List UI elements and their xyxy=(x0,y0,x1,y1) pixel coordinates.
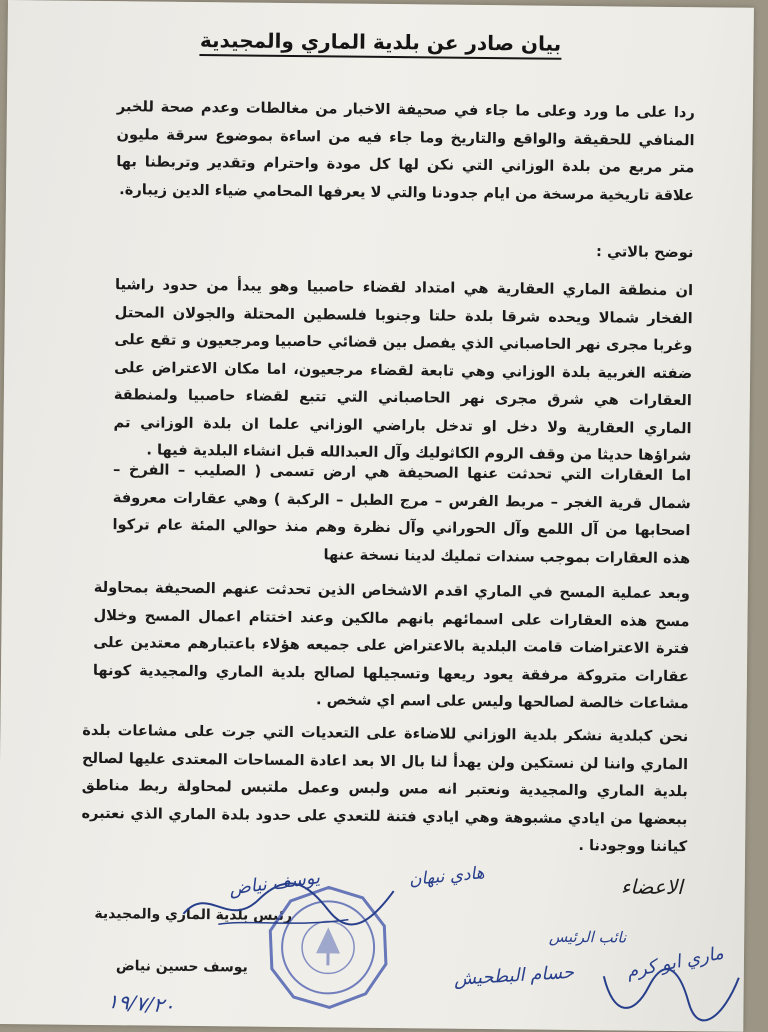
paragraph-properties: اما العقارات التي تحدثت عنها الصحيفة هي ارض تسمى ( الصليب – الفرخ – شمال قرية الغجر – مربط الفرس – مرج الطبل – الركبة ) وهي عقارات معروفة اصحابها من آل اللمع وآل الحوراني وآل نظرة وهم منذ حوالي المئة عام تركوا هذه العقارات بموجب سندات تمليك لدينا نسخة عنها xyxy=(112,456,691,572)
paragraph-thanks: نحن كبلدية نشكر بلدية الوزاني للاضاءة على التعديات التي جرت على مشاعات بلدة الماري واننا لن نستكين ولن يهدأ لنا بال الا بعد اعادة المساحات المعتدى عليها لصالح بلدية الماري والمجيدية ونعتبر انه مس ولبس وعمل ملتبس لمحاولة ربط مناطق ببعضها من ايادي مشبوهة وهي ايادي فتنة للتعدي على حدود بلدة الماري الذي نعتبره كياننا ووجودنا . xyxy=(81,717,688,861)
intro-paragraph: ردا على ما ورد وعلى ما جاء في صحيفة الاخبار من مغالطات وعدم صحة للخبر المنافي للحقيقة والواقع والتاريخ وما جاء فيه من اساءة بموضوع سرقة مليون متر مربع من بلدة الوزاني التي نكن لها كل مودة واحترام وتقدير وتربطنا بها علاقة تاريخية مرسخة من ايام جدودنا والتي لا يعرفها المحامي ضياء الدين زيبارة. xyxy=(116,93,695,209)
vice-president-label: نائب الرئيس xyxy=(549,928,626,947)
document-title-text: بيان صادر عن بلدية الماري والمجيدية xyxy=(200,28,562,60)
paragraph-survey: وبعد عملية المسح في الماري اقدم الاشخاص الذين تحدثت عنهم الصحيفة بمحاولة مسح هذه العقارات على اسمائهم بانهم مالكين وعند اختتام اعمال المسح وخلال فترة الاعتراضات قامت البلدية بالاعتراض على جميعه هؤلاء باعتبارهم معتدين على عقارات متروكة مرفقة يعود ريعها وتسجيلها لصالح بلدية الماري والمجيدية كونها مشاعات خالصة لصالحها وليس على اسم اي شخص . xyxy=(93,574,690,718)
mayor-title: رئيس بلدية الماري والمجيدية xyxy=(94,906,292,924)
clarify-heading: نوضح بالاتي : xyxy=(115,233,693,267)
members-label: الاعضاء xyxy=(621,874,683,899)
document-title xyxy=(7,26,753,58)
mayor-handwritten-signature: يوسف نياض xyxy=(228,867,321,900)
mayor-name: يوسف حسين نياض xyxy=(116,958,248,975)
signature-scribble-2-icon xyxy=(593,956,744,1028)
member-signature-2: ماري ابو كرم xyxy=(625,943,726,983)
paragraph-location: ان منطقة الماري العقارية هي امتداد لقضاء حاصبيا وهو يبدأ من حدود راشيا الفخار شمالا ويحده شرقا بلدة حلتا وجنوبا فلسطين المحتلة والجولان المحتل وغربا مجرى نهر الحاصباني الذي يفصل بين قضائي حاصبيا ومرجعيون و تقع على ضفته الغربية بلدة الوزاني وهي تابعة لقضاء مرجعيون، اما مكان الاعتراض على العقارات هي شرق مجرى نهر الحاصباني التي تتبع لقضاء حاصبيا ولمنطقة الماري العقارية ولا دخل او تدخل باراضي الوزاني علما ان بلدة الوزاني تم شراؤها حديثا من وقف الروم الكاثوليك وآل العبدالله قبل انشاء البلدية فيها . xyxy=(113,271,693,470)
member-signature-3: حسام البطحيش xyxy=(453,962,574,990)
handwritten-date: ١٩/٧/٢٠ xyxy=(107,989,176,1018)
signature-scribble-icon xyxy=(178,874,399,936)
member-signature-1: هادي نبهان xyxy=(408,863,485,890)
